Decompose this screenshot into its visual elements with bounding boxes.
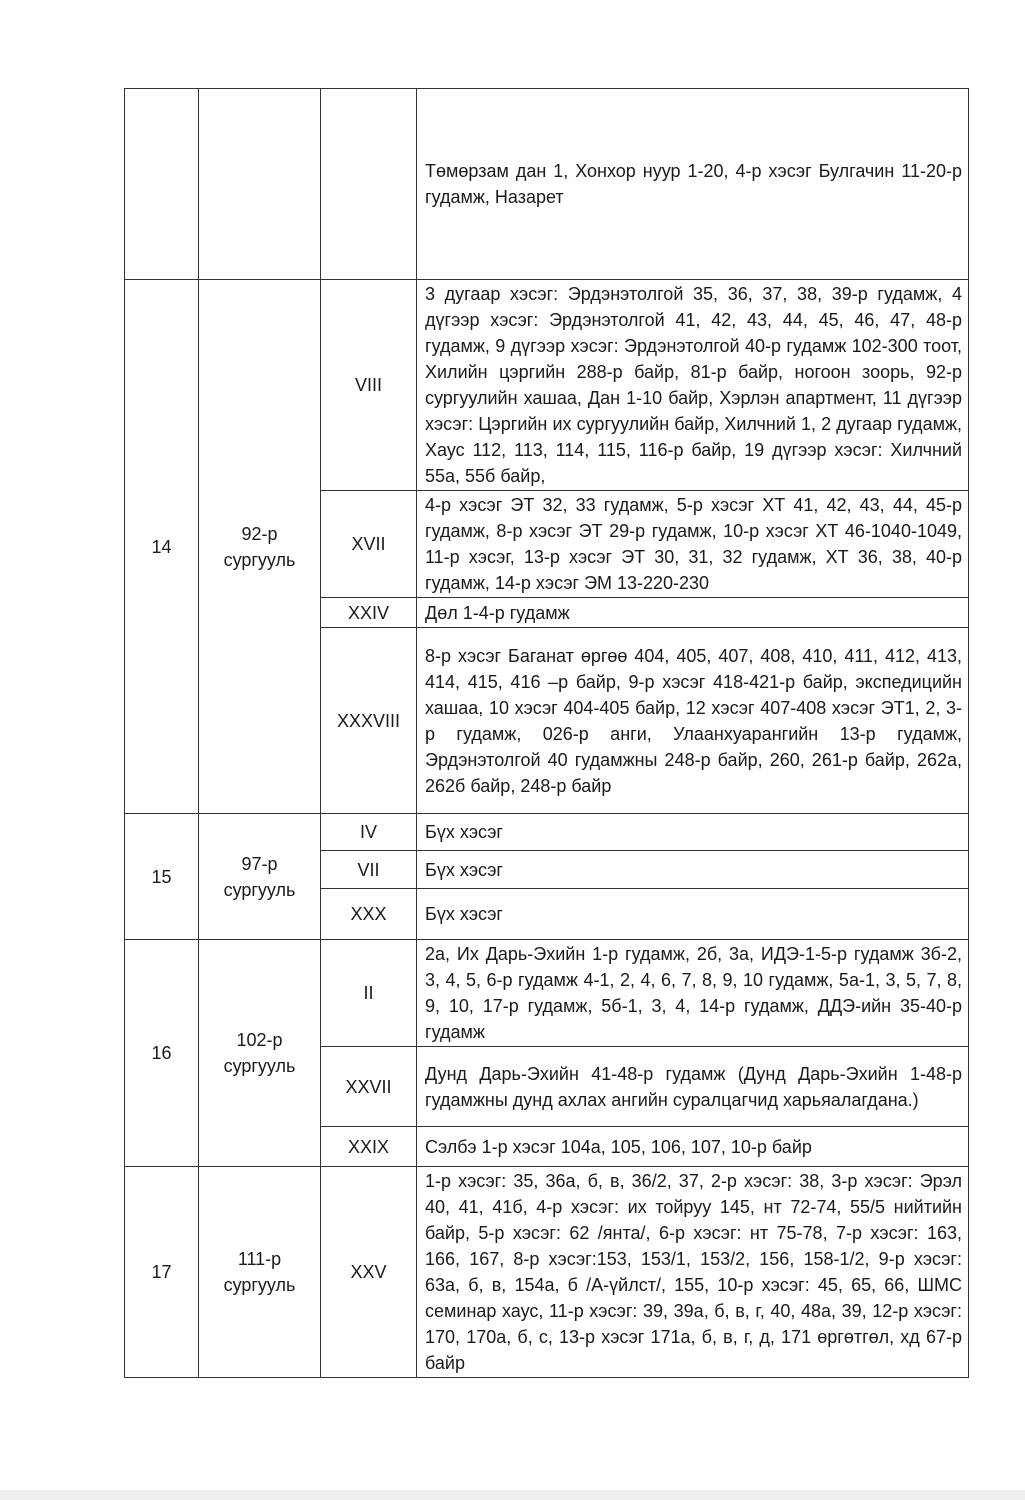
area-cell: Дунд Дарь-Эхийн 41-48-р гудамж (Дунд Дарь-Эхийн 1-48-р гудамжны дунд ахлах ангийн суралцагчид харьяалагдана.) xyxy=(417,1047,969,1127)
school-cell xyxy=(199,89,321,280)
district-school-table xyxy=(124,88,969,1378)
row-number-cell xyxy=(125,1167,199,1378)
area-cell: Бүх хэсэг xyxy=(417,814,969,851)
school-word: сургууль xyxy=(223,1275,296,1295)
khoroo-cell: VII xyxy=(321,851,417,889)
school-number: 111-р xyxy=(237,1249,282,1269)
khoroo-cell: II xyxy=(321,940,417,1047)
row-number: 16 xyxy=(151,1043,172,1063)
khoroo-cell xyxy=(321,89,417,280)
khoroo-cell: XXIV xyxy=(321,598,417,628)
table-row xyxy=(125,814,969,851)
school-cell xyxy=(199,280,321,814)
table-row xyxy=(125,1167,969,1378)
row-number-cell xyxy=(125,280,199,814)
area-cell: 3 дугаар хэсэг: Эрдэнэтолгой 35, 36, 37, 38, 39-р гудамж, 4 дүгээр хэсэг: Эрдэнэтолгой 41, 42, 43, 44, 45, 46, 47, 48-р гудамж, 9 дүгээр хэсэг: Эрдэнэтолгой 40-р гудамж 102-300 тоот, Хилийн цэргийн 288-р байр, 81-р байр, ногоон зоорь, 92-р сургуулийн хашаа, Дан 1-10 байр, Хэрлэн апартмент, 11 дүгээр хэсэг: Цэргийн их сургуулийн байр, Хилчний 1, 2 дугаар гудамж, Хаус 112, 113, 114, 115, 116-р байр, 19 дүгээр хэсэг: Хилчний 55а, 55б байр, xyxy=(417,280,969,491)
area-cell: Сэлбэ 1-р хэсэг 104а, 105, 106, 107, 10-р байр xyxy=(417,1127,969,1167)
school-word: сургууль xyxy=(223,549,296,570)
area-cell: Бүх хэсэг xyxy=(417,889,969,940)
table-row xyxy=(125,940,969,1047)
school-number: 102-р xyxy=(236,1030,283,1050)
table-row xyxy=(125,89,969,280)
school-number: 97-р xyxy=(241,853,278,874)
area-cell: Дөл 1-4-р гудамж xyxy=(417,598,969,628)
khoroo-cell: XVII xyxy=(321,491,417,598)
area-cell: 1-р хэсэг: 35, 36а, б, в, 36/2, 37, 2-р хэсэг: 38, 3-р хэсэг: Эрэл 40, 41, 41б, 4-р хэсэг: их тойруу 145, нт 72-74, 55/5 нийтийн байр, 5-р хэсэг: 62 /янта/, 6-р хэсэг: нт 75-78, 7-р хэсэг: 163, 166, 167, 8-р хэсэг:153, 153/1, 153/2, 156, 158-1/2, 9-р хэсэг: 63а, б, в, 154а, б /А-үйлст/, 155, 10-р хэсэг: 45, 65, 66, ШМС семинар хаус, 11-р хэсэг: 39, 39а, б, в, г, 40, 48а, 39, 12-р хэсэг: 170, 170а, б, с, 13-р хэсэг 171а, б, в, г, д, 171 өргөтгөл, хд 67-р байр xyxy=(417,1167,969,1378)
row-number-cell xyxy=(125,89,199,280)
row-number-cell xyxy=(125,814,199,940)
row-number: 14 xyxy=(151,536,172,557)
area-cell: 4-р хэсэг ЭТ 32, 33 гудамж, 5-р хэсэг ХТ 41, 42, 43, 44, 45-р гудамж, 8-р хэсэг ЭТ 29-р гудамж, 10-р хэсэг ХТ 46-1040-1049, 11-р хэсэг, 13-р хэсэг ЭТ 30, 31, 32 гудамж, ХТ 36, 38, 40-р гудамж, 14-р хэсэг ЭМ 13-220-230 xyxy=(417,491,969,598)
row-number: 15 xyxy=(151,866,172,887)
school-cell xyxy=(199,940,321,1167)
row-number-cell xyxy=(125,940,199,1167)
school-word: сургууль xyxy=(223,1056,296,1076)
school-cell xyxy=(199,814,321,940)
khoroo-cell: VIII xyxy=(321,280,417,491)
school-number: 92-р xyxy=(241,523,278,544)
khoroo-cell: XXVII xyxy=(321,1047,417,1127)
khoroo-cell: XXV xyxy=(321,1167,417,1378)
area-cell: 2а, Их Дарь-Эхийн 1-р гудамж, 2б, 3а, ИДЭ-1-5-р гудамж 3б-2, 3, 4, 5, 6-р гудамж 4-1, 2, 4, 6, 7, 8, 9, 10 гудамж, 5а-1, 3, 5, 7, 8, 9, 10, 17-р гудамж, 5б-1, 3, 4, 14-р гудамж, ДДЭ-ийн 35-40-р гудамж xyxy=(417,940,969,1047)
area-cell: 8-р хэсэг Баганат өргөө 404, 405, 407, 408, 410, 411, 412, 413, 414, 415, 416 –р байр, 9-р хэсэг 418-421-р байр, экспедицийн хашаа, 10 хэсэг 404-405 байр, 12 хэсэг 407-408 хэсэг ЭТ1, 2, 3-р гудамж, 026-р анги, Улаанхуарангийн 13-р гудамж, Эрдэнэтолгой 40 гудамжны 248-р байр, 260, 261-р байр, 262а, 262б байр, 248-р байр xyxy=(417,628,969,814)
khoroo-cell: XXXVIII xyxy=(321,628,417,814)
page-bottom-edge xyxy=(0,1490,1025,1500)
khoroo-cell: XXX xyxy=(321,889,417,940)
area-cell: Төмөрзам дан 1, Хонхор нуур 1-20, 4-р хэсэг Булгачин 11-20-р гудамж, Назарет xyxy=(417,89,969,280)
table-row xyxy=(125,280,969,491)
row-number: 17 xyxy=(151,1262,172,1282)
school-cell xyxy=(199,1167,321,1378)
school-word: сургууль xyxy=(223,879,296,900)
khoroo-cell: IV xyxy=(321,814,417,851)
area-cell: Бүх хэсэг xyxy=(417,851,969,889)
khoroo-cell: XXIX xyxy=(321,1127,417,1167)
